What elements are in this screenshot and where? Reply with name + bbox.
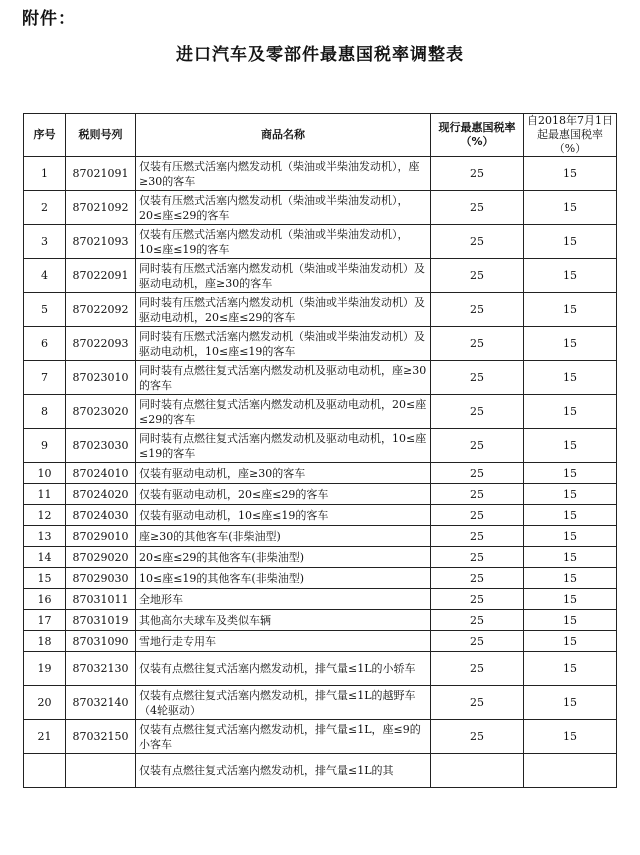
serial-cell: 5 xyxy=(24,293,66,327)
new-rate-cell: 15 xyxy=(524,191,617,225)
product-name-cell: 全地形车 xyxy=(136,589,431,610)
current-rate-cell: 25 xyxy=(431,429,524,463)
tariff-code-cell: 87024020 xyxy=(66,484,136,505)
product-name-cell: 仅装有驱动电动机，20≤座≤29的客车 xyxy=(136,484,431,505)
table-row xyxy=(24,589,617,610)
serial-cell: 21 xyxy=(24,720,66,754)
new-rate-cell: 15 xyxy=(524,395,617,429)
tariff-code-cell: 87029030 xyxy=(66,568,136,589)
table-row xyxy=(24,652,617,686)
new-rate-cell: 15 xyxy=(524,631,617,652)
current-rate-cell: 25 xyxy=(431,526,524,547)
current-rate-cell: 25 xyxy=(431,547,524,568)
new-rate-cell: 15 xyxy=(524,327,617,361)
new-rate-cell xyxy=(524,754,617,788)
product-name-cell: 仅装有压燃式活塞内燃发动机（柴油或半柴油发动机），座≥30的客车 xyxy=(136,157,431,191)
tariff-code-cell xyxy=(66,754,136,788)
product-name-cell: 10≤座≤19的其他客车(非柴油型) xyxy=(136,568,431,589)
tariff-code-cell: 87021091 xyxy=(66,157,136,191)
product-name-cell: 仅装有压燃式活塞内燃发动机（柴油或半柴油发动机），10≤座≤19的客车 xyxy=(136,225,431,259)
table-header-row xyxy=(24,114,617,157)
current-rate-cell: 25 xyxy=(431,463,524,484)
header-product-name: 商品名称 xyxy=(136,114,431,157)
current-rate-cell: 25 xyxy=(431,686,524,720)
serial-cell xyxy=(24,754,66,788)
tariff-code-cell: 87024030 xyxy=(66,505,136,526)
tariff-code-cell: 87031019 xyxy=(66,610,136,631)
table-row xyxy=(24,720,617,754)
product-name-cell: 同时装有点燃往复式活塞内燃发动机及驱动电动机，10≤座≤19的客车 xyxy=(136,429,431,463)
serial-cell: 8 xyxy=(24,395,66,429)
header-current-rate: 现行最惠国税率（%） xyxy=(431,114,524,157)
table-row xyxy=(24,484,617,505)
current-rate-cell: 25 xyxy=(431,652,524,686)
current-rate-cell: 25 xyxy=(431,293,524,327)
new-rate-cell: 15 xyxy=(524,293,617,327)
new-rate-cell: 15 xyxy=(524,505,617,526)
serial-cell: 3 xyxy=(24,225,66,259)
table-row xyxy=(24,505,617,526)
new-rate-cell: 15 xyxy=(524,526,617,547)
tariff-code-cell: 87029020 xyxy=(66,547,136,568)
current-rate-cell xyxy=(431,754,524,788)
table-row xyxy=(24,157,617,191)
current-rate-cell: 25 xyxy=(431,327,524,361)
tariff-code-cell: 87023020 xyxy=(66,395,136,429)
tariff-code-cell: 87021093 xyxy=(66,225,136,259)
current-rate-cell: 25 xyxy=(431,505,524,526)
tariff-code-cell: 87032150 xyxy=(66,720,136,754)
new-rate-cell: 15 xyxy=(524,463,617,484)
new-rate-cell: 15 xyxy=(524,361,617,395)
product-name-cell: 仅装有点燃往复式活塞内燃发动机，排气量≤1L的越野车（4轮驱动） xyxy=(136,686,431,720)
product-name-cell: 同时装有压燃式活塞内燃发动机（柴油或半柴油发动机）及驱动电动机，10≤座≤19的客车 xyxy=(136,327,431,361)
product-name-cell: 同时装有点燃往复式活塞内燃发动机及驱动电动机，座≥30的客车 xyxy=(136,361,431,395)
table-row xyxy=(24,686,617,720)
serial-cell: 2 xyxy=(24,191,66,225)
table-row xyxy=(24,610,617,631)
tariff-code-cell: 87023030 xyxy=(66,429,136,463)
page-title: 进口汽车及零部件最惠国税率调整表 xyxy=(176,45,464,65)
new-rate-cell: 15 xyxy=(524,610,617,631)
serial-cell: 16 xyxy=(24,589,66,610)
tariff-table xyxy=(23,113,617,788)
product-name-cell: 仅装有驱动电动机，座≥30的客车 xyxy=(136,463,431,484)
tariff-code-cell: 87022093 xyxy=(66,327,136,361)
header-new-rate: 自2018年7月1日起最惠国税率（%） xyxy=(524,114,617,157)
table-row xyxy=(24,191,617,225)
current-rate-cell: 25 xyxy=(431,157,524,191)
product-name-cell: 座≥30的其他客车(非柴油型) xyxy=(136,526,431,547)
product-name-cell: 同时装有压燃式活塞内燃发动机（柴油或半柴油发动机）及驱动电动机，座≥30的客车 xyxy=(136,259,431,293)
serial-cell: 7 xyxy=(24,361,66,395)
tariff-code-cell: 87031090 xyxy=(66,631,136,652)
current-rate-cell: 25 xyxy=(431,395,524,429)
tariff-code-cell: 87029010 xyxy=(66,526,136,547)
serial-cell: 17 xyxy=(24,610,66,631)
serial-cell: 18 xyxy=(24,631,66,652)
new-rate-cell: 15 xyxy=(524,225,617,259)
serial-cell: 9 xyxy=(24,429,66,463)
product-name-cell: 仅装有压燃式活塞内燃发动机（柴油或半柴油发动机），20≤座≤29的客车 xyxy=(136,191,431,225)
tariff-code-cell: 87032140 xyxy=(66,686,136,720)
current-rate-cell: 25 xyxy=(431,484,524,505)
table-row xyxy=(24,225,617,259)
serial-cell: 4 xyxy=(24,259,66,293)
current-rate-cell: 25 xyxy=(431,589,524,610)
serial-cell: 12 xyxy=(24,505,66,526)
table-row xyxy=(24,429,617,463)
new-rate-cell: 15 xyxy=(524,686,617,720)
new-rate-cell: 15 xyxy=(524,652,617,686)
table-row xyxy=(24,526,617,547)
tariff-code-cell: 87022091 xyxy=(66,259,136,293)
table-row xyxy=(24,547,617,568)
new-rate-cell: 15 xyxy=(524,429,617,463)
serial-cell: 1 xyxy=(24,157,66,191)
tariff-code-cell: 87023010 xyxy=(66,361,136,395)
tariff-code-cell: 87032130 xyxy=(66,652,136,686)
product-name-cell: 同时装有压燃式活塞内燃发动机（柴油或半柴油发动机）及驱动电动机，20≤座≤29的客车 xyxy=(136,293,431,327)
current-rate-cell: 25 xyxy=(431,631,524,652)
product-name-cell: 仅装有点燃往复式活塞内燃发动机，排气量≤1L，座≤9的小客车 xyxy=(136,720,431,754)
table-row xyxy=(24,463,617,484)
current-rate-cell: 25 xyxy=(431,361,524,395)
header-serial: 序号 xyxy=(24,114,66,157)
product-name-cell: 仅装有点燃往复式活塞内燃发动机，排气量≤1L的其 xyxy=(136,754,431,788)
table-row xyxy=(24,395,617,429)
current-rate-cell: 25 xyxy=(431,191,524,225)
new-rate-cell: 15 xyxy=(524,568,617,589)
serial-cell: 6 xyxy=(24,327,66,361)
table-row xyxy=(24,754,617,788)
serial-cell: 19 xyxy=(24,652,66,686)
serial-cell: 14 xyxy=(24,547,66,568)
table-row xyxy=(24,327,617,361)
product-name-cell: 其他高尔夫球车及类似车辆 xyxy=(136,610,431,631)
table-row xyxy=(24,361,617,395)
product-name-cell: 雪地行走专用车 xyxy=(136,631,431,652)
tariff-code-cell: 87021092 xyxy=(66,191,136,225)
serial-cell: 11 xyxy=(24,484,66,505)
new-rate-cell: 15 xyxy=(524,589,617,610)
new-rate-cell: 15 xyxy=(524,720,617,754)
current-rate-cell: 25 xyxy=(431,568,524,589)
new-rate-cell: 15 xyxy=(524,547,617,568)
table-row xyxy=(24,293,617,327)
new-rate-cell: 15 xyxy=(524,157,617,191)
table-body xyxy=(24,157,617,788)
table-row xyxy=(24,568,617,589)
serial-cell: 15 xyxy=(24,568,66,589)
tariff-code-cell: 87024010 xyxy=(66,463,136,484)
current-rate-cell: 25 xyxy=(431,720,524,754)
product-name-cell: 仅装有点燃往复式活塞内燃发动机，排气量≤1L的小轿车 xyxy=(136,652,431,686)
product-name-cell: 仅装有驱动电动机，10≤座≤19的客车 xyxy=(136,505,431,526)
tariff-code-cell: 87022092 xyxy=(66,293,136,327)
table-row xyxy=(24,259,617,293)
serial-cell: 10 xyxy=(24,463,66,484)
attachment-label: 附件： xyxy=(22,9,76,29)
new-rate-cell: 15 xyxy=(524,259,617,293)
table-row xyxy=(24,631,617,652)
product-name-cell: 20≤座≤29的其他客车(非柴油型) xyxy=(136,547,431,568)
current-rate-cell: 25 xyxy=(431,225,524,259)
new-rate-cell: 15 xyxy=(524,484,617,505)
current-rate-cell: 25 xyxy=(431,610,524,631)
tariff-code-cell: 87031011 xyxy=(66,589,136,610)
serial-cell: 20 xyxy=(24,686,66,720)
product-name-cell: 同时装有点燃往复式活塞内燃发动机及驱动电动机，20≤座≤29的客车 xyxy=(136,395,431,429)
serial-cell: 13 xyxy=(24,526,66,547)
current-rate-cell: 25 xyxy=(431,259,524,293)
header-tariff-code: 税则号列 xyxy=(66,114,136,157)
